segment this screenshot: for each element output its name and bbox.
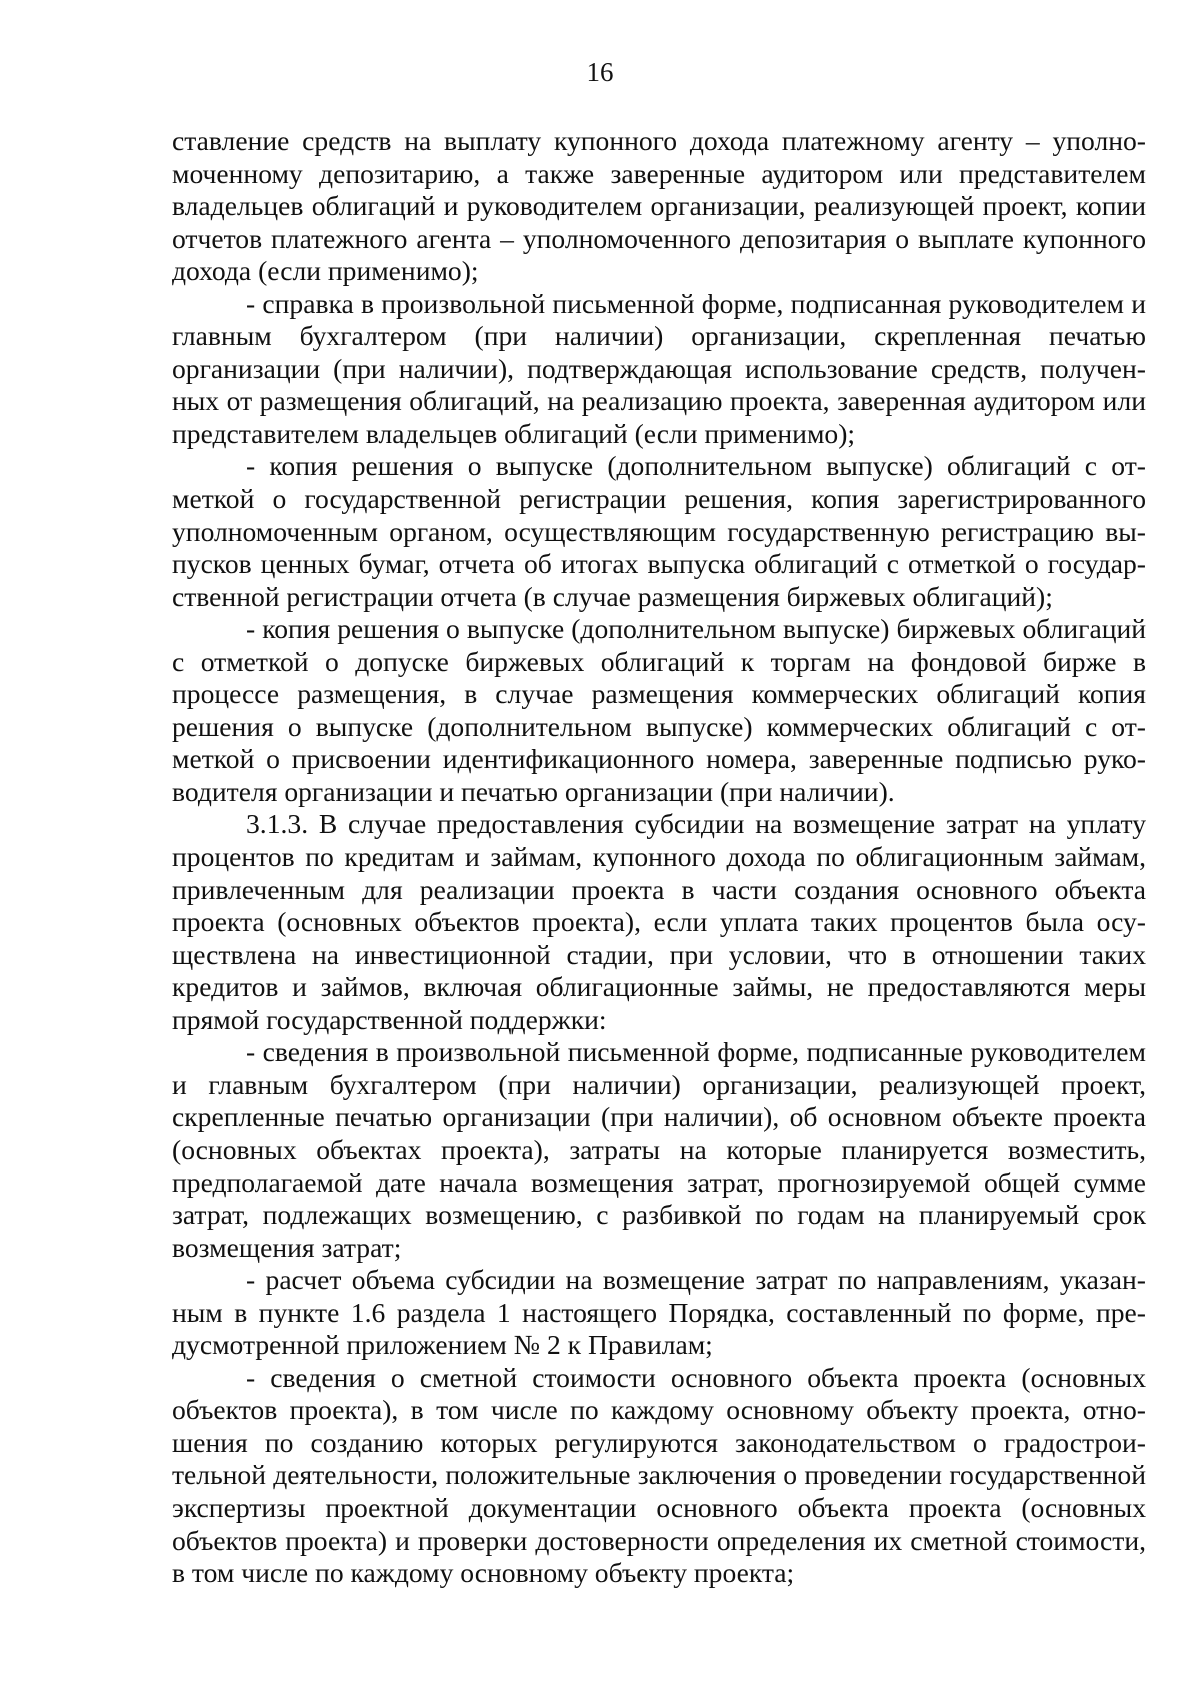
paragraph: ставление средств на выплату купонного дохода платежному агенту – уполномоченному депозитарию, а также заверенные аудитором или представителем владельцев облигаций и руководителем организации, реализующей проект, копии отчетов платежного агента – уполномоченного депозитария о выплате купонного дохода (если применимо);	[172, 125, 1146, 287]
document-body	[172, 125, 1146, 1590]
paragraph: - расчет объема субсидии на возмещение затрат по направлениям, указанным в пункте 1.6 раздела 1 настоящего Порядка, составленный по форме, предусмотренной приложением № 2 к Правилам;	[172, 1264, 1146, 1361]
paragraph: - копия решения о выпуске (дополнительном выпуске) биржевых облигаций с отметкой о допуске биржевых облигаций к торгам на фондовой бирже в процессе размещения, в случае размещения коммерческих облигаций копия решения о выпуске (дополнительном выпуске) коммерческих облигаций с отметкой о присвоении идентификационного номера, заверенные подписью руководителя организации и печатью организации (при наличии).	[172, 613, 1146, 807]
paragraph: - сведения в произвольной письменной форме, подписанные руководителем и главным бухгалтером (при наличии) организации, реализующей проект, скрепленные печатью организации (при наличии), об основном объекте проекта (основных объектах проекта), затраты на которые планируется возместить, предполагаемой дате начала возмещения затрат, прогнозируемой общей сумме затрат, подлежащих возмещению, с разбивкой по годам на планируемый срок возмещения затрат;	[172, 1036, 1146, 1263]
page-number: 16	[586, 57, 614, 87]
paragraph: 3.1.3. В случае предоставления субсидии на возмещение затрат на уплату процентов по кредитам и займам, купонного дохода по облигационным займам, привлеченным для реализации проекта в части создания основного объекта проекта (основных объектов проекта), если уплата таких процентов была осуществлена на инвестиционной стадии, при условии, что в отношении таких кредитов и займов, включая облигационные займы, не предоставляются меры прямой государственной поддержки:	[172, 808, 1146, 1035]
paragraph: - сведения о сметной стоимости основного объекта проекта (основных объектов проекта), в том числе по каждому основному объекту проекта, отношения по созданию которых регулируются законодательством о градостроительной деятельности, положительные заключения о проведении государственной экспертизы проектной документации основного объекта проекта (основных объектов проекта) и проверки достоверности определения их сметной стоимости, в том числе по каждому основному объекту проекта;	[172, 1361, 1146, 1589]
paragraph: - справка в произвольной письменной форме, подписанная руководителем и главным бухгалтером (при наличии) организации, скрепленная печатью организации (при наличии), подтверждающая использование средств, полученных от размещения облигаций, на реализацию проекта, заверенная аудитором или представителем владельцев облигаций (если применимо);	[172, 287, 1146, 449]
paragraph: - копия решения о выпуске (дополнительном выпуске) облигаций с отметкой о государственной регистрации решения, копия зарегистрированного уполномоченным органом, осуществляющим государственную регистрацию выпусков ценных бумаг, отчета об итогах выпуска облигаций с отметкой о государственной регистрации отчета (в случае размещения биржевых облигаций);	[172, 450, 1146, 612]
